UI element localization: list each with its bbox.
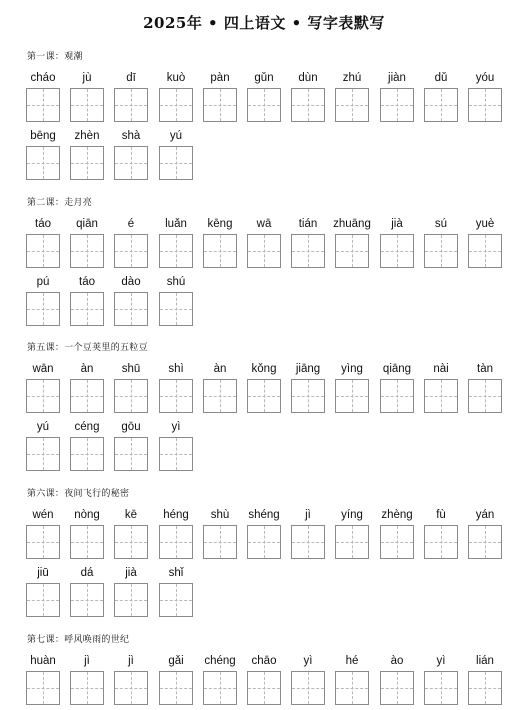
lesson-title: 第六课：夜间飞行的秘密 [27, 489, 130, 499]
pinyin-label: sú [434, 218, 448, 230]
tian-grid-box [291, 525, 325, 559]
tian-grid-box [26, 234, 60, 268]
tian-grid-box [468, 671, 502, 705]
tian-grid-box [159, 234, 193, 268]
tian-grid-box [70, 583, 104, 617]
tian-grid-box [159, 583, 193, 617]
pinyin-label: dùn [298, 72, 318, 84]
tian-grid-box [70, 525, 104, 559]
tian-grid-box [468, 88, 502, 122]
pinyin-label: zhuāng [333, 218, 371, 230]
lesson-title: 第七课：呼风唤雨的世纪 [27, 635, 130, 645]
pinyin-label: jì [84, 655, 90, 667]
pinyin-label: yìng [341, 363, 363, 375]
pinyin-label: jù [82, 72, 92, 84]
pinyin-label: dá [80, 567, 94, 579]
tian-grid-box [247, 88, 281, 122]
tian-grid-box [114, 525, 148, 559]
tian-grid-box [114, 437, 148, 471]
pinyin-label: gǎi [168, 655, 184, 667]
tian-grid-box [468, 379, 502, 413]
pinyin-label: pú [36, 276, 50, 288]
pinyin-label: pàn [210, 72, 230, 84]
tian-grid-box [114, 671, 148, 705]
tian-grid-box [424, 379, 458, 413]
pinyin-label: tàn [477, 363, 493, 375]
tian-grid-box [114, 292, 148, 326]
tian-grid-box [159, 525, 193, 559]
tian-grid-box [291, 379, 325, 413]
pinyin-label: chéng [204, 655, 236, 667]
tian-grid-box [159, 379, 193, 413]
pinyin-label: lián [476, 655, 494, 667]
pinyin-label: gǔn [254, 72, 274, 84]
pinyin-label: shù [210, 509, 230, 521]
tian-grid-box [203, 379, 237, 413]
pinyin-label: táo [79, 276, 95, 288]
tian-grid-box [468, 525, 502, 559]
pinyin-label: tián [298, 218, 318, 230]
pinyin-label: yuè [475, 218, 495, 230]
tian-grid-box [468, 234, 502, 268]
tian-grid-box [70, 88, 104, 122]
tian-grid-box [380, 234, 414, 268]
tian-grid-box [291, 234, 325, 268]
pinyin-label: hé [345, 655, 359, 667]
tian-grid-box [380, 525, 414, 559]
tian-grid-box [335, 379, 369, 413]
tian-grid-box [424, 671, 458, 705]
pinyin-label: jiū [37, 567, 49, 579]
lesson-title: 第五课：一个豆荚里的五粒豆 [27, 343, 148, 353]
pinyin-label: céng [74, 421, 100, 433]
pinyin-label: shì [168, 363, 184, 375]
tian-grid-box [114, 583, 148, 617]
pinyin-label: kēng [207, 218, 233, 230]
tian-grid-box [159, 88, 193, 122]
pinyin-label: àn [80, 363, 94, 375]
pinyin-label: ào [390, 655, 404, 667]
pinyin-label: jià [391, 218, 403, 230]
pinyin-label: shéng [248, 509, 280, 521]
lesson-title: 第一课：观潮 [27, 52, 83, 62]
tian-grid-box [203, 88, 237, 122]
pinyin-label: dī [126, 72, 136, 84]
tian-grid-box [203, 671, 237, 705]
tian-grid-box [424, 525, 458, 559]
pinyin-label: héng [163, 509, 189, 521]
tian-grid-box [159, 292, 193, 326]
pinyin-label: shú [166, 276, 186, 288]
tian-grid-box [247, 234, 281, 268]
pinyin-label: cháo [30, 72, 56, 84]
pinyin-label: yíng [341, 509, 363, 521]
tian-grid-box [114, 88, 148, 122]
pinyin-label: jià [125, 567, 137, 579]
tian-grid-box [203, 525, 237, 559]
tian-grid-box [70, 292, 104, 326]
pinyin-label: wén [32, 509, 54, 521]
pinyin-label: yì [303, 655, 313, 667]
pinyin-label: yì [171, 421, 181, 433]
pinyin-label: chāo [251, 655, 277, 667]
tian-grid-box [26, 292, 60, 326]
tian-grid-box [247, 671, 281, 705]
tian-grid-box [114, 146, 148, 180]
pinyin-label: nòng [74, 509, 100, 521]
pinyin-label: wā [256, 218, 272, 230]
pinyin-label: qiāng [382, 363, 412, 375]
pinyin-label: zhú [342, 72, 362, 84]
tian-grid-box [70, 379, 104, 413]
tian-grid-box [26, 88, 60, 122]
pinyin-label: qiān [76, 218, 98, 230]
pinyin-label: fù [436, 509, 446, 521]
pinyin-label: yóu [475, 72, 495, 84]
tian-grid-box [424, 88, 458, 122]
pinyin-label: zhèn [74, 130, 100, 142]
pinyin-label: dào [121, 276, 141, 288]
tian-grid-box [335, 525, 369, 559]
pinyin-label: táo [35, 218, 51, 230]
pinyin-label: shū [121, 363, 141, 375]
pinyin-label: dǔ [434, 72, 448, 84]
pinyin-label: zhèng [381, 509, 413, 521]
tian-grid-box [70, 146, 104, 180]
tian-grid-box [26, 146, 60, 180]
tian-grid-box [114, 234, 148, 268]
tian-grid-box [26, 437, 60, 471]
tian-grid-box [26, 583, 60, 617]
tian-grid-box [70, 234, 104, 268]
tian-grid-box [380, 379, 414, 413]
pinyin-label: kuò [166, 72, 186, 84]
pinyin-label: nài [433, 363, 449, 375]
pinyin-label: jì [128, 655, 134, 667]
pinyin-label: àn [213, 363, 227, 375]
tian-grid-box [159, 437, 193, 471]
tian-grid-box [247, 525, 281, 559]
tian-grid-box [203, 234, 237, 268]
pinyin-label: yú [169, 130, 183, 142]
tian-grid-box [114, 379, 148, 413]
tian-grid-box [247, 379, 281, 413]
tian-grid-box [70, 671, 104, 705]
pinyin-label: jiāng [295, 363, 321, 375]
tian-grid-box [335, 88, 369, 122]
pinyin-label: kǒng [251, 363, 277, 375]
page-title: 2025年 • 四上语文 • 写字表默写 [143, 14, 385, 32]
lesson-title: 第二课：走月亮 [27, 198, 93, 208]
tian-grid-box [26, 379, 60, 413]
tian-grid-box [291, 88, 325, 122]
pinyin-label: jì [305, 509, 311, 521]
tian-grid-box [70, 437, 104, 471]
pinyin-label: jiàn [388, 72, 406, 84]
pinyin-label: wān [32, 363, 54, 375]
tian-grid-box [26, 525, 60, 559]
pinyin-label: gōu [121, 421, 141, 433]
pinyin-label: yú [36, 421, 50, 433]
pinyin-label: é [127, 218, 135, 230]
pinyin-label: shà [121, 130, 141, 142]
pinyin-label: kē [124, 509, 138, 521]
pinyin-label: shǐ [168, 567, 184, 579]
tian-grid-box [159, 671, 193, 705]
tian-grid-box [380, 88, 414, 122]
tian-grid-box [335, 234, 369, 268]
tian-grid-box [159, 146, 193, 180]
pinyin-label: luǎn [165, 218, 187, 230]
pinyin-label: yì [436, 655, 446, 667]
pinyin-label: yán [475, 509, 495, 521]
pinyin-label: bēng [30, 130, 56, 142]
tian-grid-box [424, 234, 458, 268]
tian-grid-box [291, 671, 325, 705]
tian-grid-box [380, 671, 414, 705]
tian-grid-box [335, 671, 369, 705]
pinyin-label: huàn [30, 655, 56, 667]
tian-grid-box [26, 671, 60, 705]
